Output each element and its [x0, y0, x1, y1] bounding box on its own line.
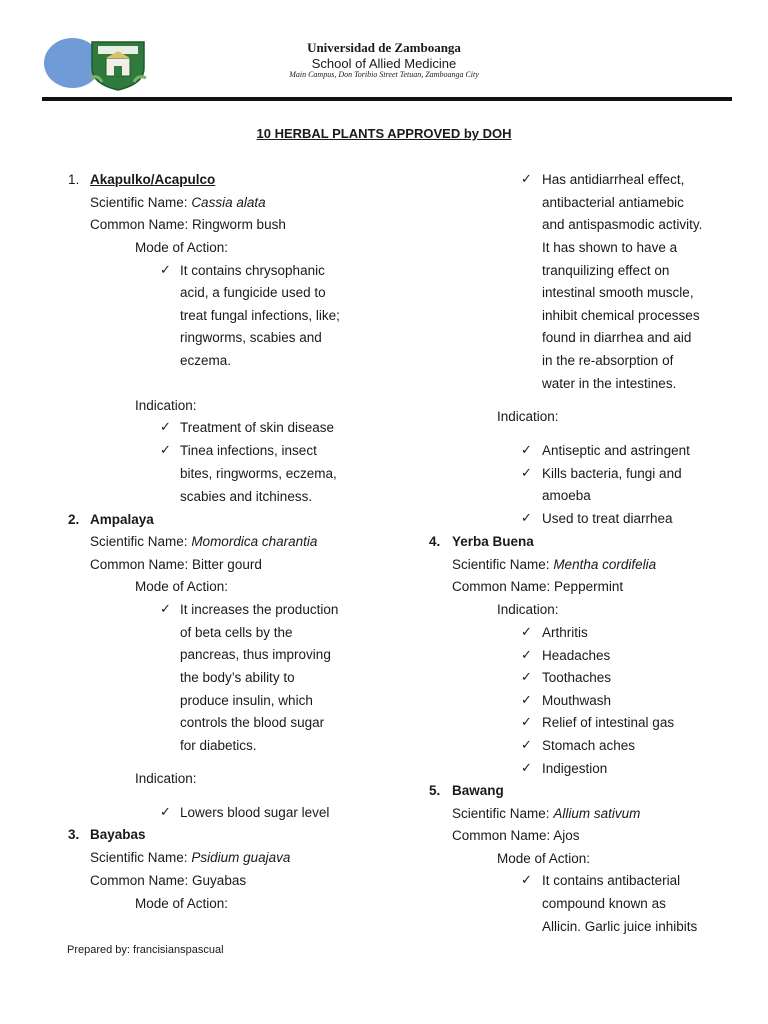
plant-3-indication: amoeba: [542, 488, 591, 503]
plant-3-mode-line: intestinal smooth muscle,: [542, 285, 694, 300]
plant-1-name: Akapulko/Acapulco: [90, 172, 216, 187]
plant-4-scientific: [452, 557, 656, 573]
plant-1-scientific: [90, 195, 266, 211]
plant-3-name: Bayabas: [90, 827, 146, 842]
checkmark-icon: ✓: [521, 624, 532, 639]
plant-2-mode-line: produce insulin, which: [180, 693, 313, 708]
plant-2-indication: Lowers blood sugar level: [180, 805, 330, 820]
scientific-label: Scientific Name:: [90, 850, 188, 865]
plant-3-mode-line: and antispasmodic activity.: [542, 217, 703, 232]
checkmark-icon: ✓: [521, 465, 532, 480]
university-name: Universidad de Zamboanga: [307, 40, 461, 55]
common-label: Common Name:: [452, 828, 551, 843]
checkmark-icon: ✓: [160, 262, 171, 277]
checkmark-icon: ✓: [521, 510, 532, 525]
scientific-label: Scientific Name:: [452, 806, 550, 821]
plant-2-number: 2.: [68, 512, 80, 527]
checkmark-icon: ✓: [160, 601, 171, 616]
plant-1-mode-line: acid, a fungicide used to: [180, 285, 326, 300]
plant-3-mode-line: inhibit chemical processes: [542, 308, 700, 323]
plant-4-indication-label: Indication:: [497, 602, 559, 617]
common-label: Common Name:: [90, 557, 189, 572]
plant-4-indication: Mouthwash: [542, 693, 612, 708]
plant-3-mode-line: It has shown to have a: [542, 240, 678, 255]
plant-2-mode-line: It increases the production: [180, 602, 339, 617]
plant-1-indication: Tinea infections, insect: [180, 443, 317, 458]
plant-1-mode-line: eczema.: [180, 353, 232, 368]
plant-2-mode-line: the body’s ability to: [180, 670, 295, 685]
common-value: Peppermint: [554, 579, 624, 594]
plant-3-mode-label: Mode of Action:: [135, 896, 229, 911]
plant-4-name: Yerba Buena: [452, 534, 534, 549]
common-label: Common Name:: [90, 217, 189, 232]
checkmark-icon: ✓: [521, 872, 532, 887]
plant-5-common: [452, 828, 580, 844]
plant-2-indication-label: Indication:: [135, 771, 197, 786]
common-value: Guyabas: [192, 873, 247, 888]
plant-3-mode-line: Has antidiarrheal effect,: [542, 172, 685, 187]
plant-1-mode-line: ringworms, scabies and: [180, 330, 322, 345]
scientific-label: Scientific Name:: [90, 534, 188, 549]
common-value: Bitter gourd: [192, 557, 262, 572]
checkmark-icon: ✓: [160, 804, 171, 819]
plant-1-mode-line: It contains chrysophanic: [180, 263, 325, 278]
checkmark-icon: ✓: [521, 171, 532, 186]
plant-2-mode-label: Mode of Action:: [135, 579, 229, 594]
plant-2-mode-line: controls the blood sugar: [180, 715, 325, 730]
plant-3-mode-line: in the re-absorption of: [542, 353, 674, 368]
plant-4-indication: Toothaches: [542, 670, 612, 685]
common-value: Ajos: [553, 828, 580, 843]
scientific-label: Scientific Name:: [90, 195, 188, 210]
plant-5-mode-label: Mode of Action:: [497, 851, 591, 866]
plant-3-mode-line: antibacterial antiamebic: [542, 195, 684, 210]
plant-1-indication: bites, ringworms, eczema,: [180, 466, 337, 481]
plant-2-scientific: [90, 534, 317, 550]
checkmark-icon: ✓: [521, 647, 532, 662]
scientific-value: Psidium guajava: [191, 850, 291, 865]
plant-5-mode-line: It contains antibacterial: [542, 873, 681, 888]
plant-5-mode-line: compound known as: [542, 896, 666, 911]
plant-4-indication: Headaches: [542, 648, 611, 663]
plant-5-name: Bawang: [452, 783, 504, 798]
checkmark-icon: ✓: [160, 419, 171, 434]
plant-3-mode-line: tranquilizing effect on: [542, 263, 670, 278]
checkmark-icon: ✓: [160, 442, 171, 457]
plant-1-mode-label: Mode of Action:: [135, 240, 229, 255]
scientific-label: Scientific Name:: [452, 557, 550, 572]
plant-4-indication: Arthritis: [542, 625, 588, 640]
plant-1-indication-label: Indication:: [135, 398, 197, 413]
plant-1-indication: scabies and itchiness.: [180, 489, 313, 504]
scientific-value: Allium sativum: [553, 806, 641, 821]
plant-3-mode-line: water in the intestines.: [542, 376, 677, 391]
plant-3-indication-label: Indication:: [497, 409, 559, 424]
plant-5-number: 5.: [429, 783, 441, 798]
checkmark-icon: ✓: [521, 737, 532, 752]
common-value: Ringworm bush: [192, 217, 286, 232]
checkmark-icon: ✓: [521, 442, 532, 457]
document-title: 10 HERBAL PLANTS APPROVED by DOH: [256, 126, 512, 141]
plant-4-indication: Stomach aches: [542, 738, 636, 753]
checkmark-icon: ✓: [521, 692, 532, 707]
plant-3-number: 3.: [68, 827, 80, 842]
scientific-value: Momordica charantia: [191, 534, 318, 549]
plant-4-indication: Indigestion: [542, 761, 608, 776]
header-divider: [42, 97, 732, 101]
plant-4-indication: Relief of intestinal gas: [542, 715, 675, 730]
scientific-value: Mentha cordifelia: [553, 557, 657, 572]
plant-3-indication: Kills bacteria, fungi and: [542, 466, 682, 481]
checkmark-icon: ✓: [521, 714, 532, 729]
plant-2-mode-line: for diabetics.: [180, 738, 257, 753]
common-label: Common Name:: [452, 579, 551, 594]
plant-3-indication: Used to treat diarrhea: [542, 511, 673, 526]
school-name: School of Allied Medicine: [311, 56, 457, 71]
plant-2-common: [90, 557, 262, 573]
common-label: Common Name:: [90, 873, 189, 888]
plant-3-common: [90, 873, 246, 889]
plant-3-mode-line: found in diarrhea and aid: [542, 330, 692, 345]
plant-5-mode-line: Allicin. Garlic juice inhibits: [542, 919, 698, 934]
plant-1-number: 1.: [68, 172, 80, 187]
plant-4-number: 4.: [429, 534, 441, 549]
checkmark-icon: ✓: [521, 669, 532, 684]
plant-4-common: [452, 579, 623, 595]
plant-1-common: [90, 217, 286, 233]
scientific-value: Cassia alata: [191, 195, 266, 210]
campus-address: Main Campus, Don Toribio Street Tetuan, Zamboanga City: [289, 70, 479, 79]
prepared-by-footer: Prepared by: francisianspascual: [67, 944, 224, 956]
plant-5-scientific: [452, 806, 640, 822]
plant-2-name: Ampalaya: [90, 512, 154, 527]
plant-1-indication: Treatment of skin disease: [180, 420, 335, 435]
plant-3-indication: Antiseptic and astringent: [542, 443, 690, 458]
plant-3-scientific: [90, 850, 290, 866]
plant-2-mode-line: of beta cells by the: [180, 625, 293, 640]
plant-2-mode-line: pancreas, thus improving: [180, 647, 331, 662]
plant-1-mode-line: treat fungal infections, like;: [180, 308, 340, 323]
checkmark-icon: ✓: [521, 760, 532, 775]
